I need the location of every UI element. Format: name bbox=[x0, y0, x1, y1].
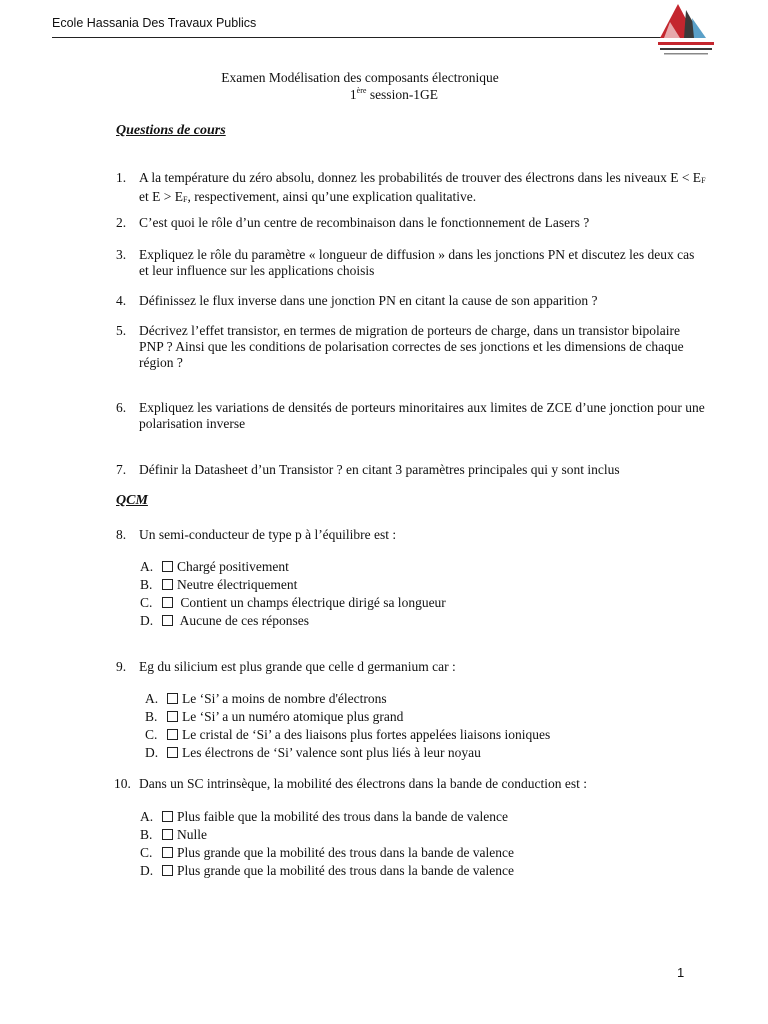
question-6 bbox=[116, 400, 706, 432]
option-text: Plus grande que la mobilité des trous dans la bande de valence bbox=[177, 845, 515, 860]
option-text: Nulle bbox=[177, 827, 207, 842]
option-text: Le ‘Si’ a un numéro atomique plus grand bbox=[182, 709, 404, 724]
school-logo-icon bbox=[656, 4, 716, 60]
question-number: 3. bbox=[116, 247, 127, 262]
qcm-8-option-b[interactable] bbox=[140, 576, 297, 594]
question-7 bbox=[116, 462, 706, 478]
qcm-10-option-b[interactable] bbox=[140, 826, 207, 844]
qcm-10-option-a[interactable] bbox=[140, 808, 508, 826]
question-text: Expliquez les variations de densités de porteurs minoritaires aux limites de ZCE d’une jonction pour une polarisation inverse bbox=[139, 400, 705, 431]
qcm-question-10 bbox=[116, 776, 706, 792]
qcm-question-9 bbox=[116, 659, 706, 675]
option-letter: D. bbox=[145, 745, 159, 760]
checkbox-icon[interactable] bbox=[162, 811, 173, 822]
checkbox-icon[interactable] bbox=[162, 561, 173, 572]
question-1 bbox=[116, 170, 706, 208]
question-number: 5. bbox=[116, 323, 127, 338]
checkbox-icon[interactable] bbox=[162, 579, 173, 590]
checkbox-icon[interactable] bbox=[167, 693, 178, 704]
question-text: Expliquez le rôle du paramètre « longueur de diffusion » dans les jonctions PN et discutez les deux cas et leur influence sur les applications choisis bbox=[139, 247, 695, 278]
option-text: Chargé positivement bbox=[177, 559, 289, 574]
checkbox-icon[interactable] bbox=[167, 729, 178, 740]
section-heading-cours: Questions de cours bbox=[116, 123, 226, 138]
question-text: Décrivez l’effet transistor, en termes de migration de porteurs de charge, dans un transistor bipolaire PNP ? Ainsi que les conditions de polarisation correctes de ses jonctions et les dimensions de chaque région ? bbox=[139, 323, 684, 370]
qcm-9-option-b[interactable] bbox=[145, 708, 403, 726]
option-letter: D. bbox=[140, 863, 154, 878]
question-number: 9. bbox=[116, 659, 127, 674]
question-3 bbox=[116, 247, 706, 279]
option-letter: C. bbox=[145, 727, 158, 742]
session-label: session-1GE bbox=[366, 87, 439, 102]
option-letter: B. bbox=[140, 577, 153, 592]
question-number: 6. bbox=[116, 400, 127, 415]
checkbox-icon[interactable] bbox=[167, 711, 178, 722]
option-letter: C. bbox=[140, 845, 153, 860]
page-number: 1 bbox=[677, 965, 685, 980]
option-letter: A. bbox=[140, 559, 154, 574]
session-ordinal: 1 bbox=[349, 87, 357, 102]
option-text: Contient un champs électrique dirigé sa longueur bbox=[177, 595, 446, 610]
question-number: 1. bbox=[116, 170, 127, 185]
checkbox-icon[interactable] bbox=[162, 847, 173, 858]
option-letter: C. bbox=[140, 595, 153, 610]
option-text: Plus grande que la mobilité des trous dans la bande de valence bbox=[177, 863, 515, 878]
question-number: 2. bbox=[116, 215, 127, 230]
qcm-question-8 bbox=[116, 527, 706, 543]
checkbox-icon[interactable] bbox=[162, 865, 173, 876]
qcm-10-option-d[interactable] bbox=[140, 862, 514, 880]
option-letter: A. bbox=[145, 691, 159, 706]
question-text: A la température du zéro absolu, donnez les probabilités de trouver des électrons dans les niveaux $E < E_F$ et $E > E_F$, respectivement, ainsi qu’une explication qualitative. bbox=[139, 170, 706, 204]
checkbox-icon[interactable] bbox=[167, 747, 178, 758]
question-text: Définir la Datasheet d’un Transistor ? en citant 3 paramètres principales qui y sont inclus bbox=[139, 462, 620, 477]
option-text: Neutre électriquement bbox=[177, 577, 298, 592]
option-text: Le ‘Si’ a moins de nombre d'électrons bbox=[182, 691, 387, 706]
question-number: 10. bbox=[114, 776, 131, 791]
question-text: Eg du silicium est plus grande que celle d germanium car : bbox=[139, 659, 456, 674]
checkbox-icon[interactable] bbox=[162, 597, 173, 608]
header-rule bbox=[52, 37, 700, 38]
question-text: C’est quoi le rôle d’un centre de recombinaison dans le fonctionnement de Lasers ? bbox=[139, 215, 590, 230]
school-name: Ecole Hassania Des Travaux Publics bbox=[52, 16, 257, 30]
checkbox-icon[interactable] bbox=[162, 829, 173, 840]
qcm-8-option-c[interactable] bbox=[140, 594, 446, 612]
option-text: Les électrons de ‘Si’ valence sont plus liés à leur noyau bbox=[182, 745, 481, 760]
qcm-8-option-a[interactable] bbox=[140, 558, 289, 576]
qcm-9-option-c[interactable] bbox=[145, 726, 550, 744]
checkbox-icon[interactable] bbox=[162, 615, 173, 626]
question-number: 4. bbox=[116, 293, 127, 308]
question-number: 8. bbox=[116, 527, 127, 542]
qcm-9-option-a[interactable] bbox=[145, 690, 387, 708]
qcm-9-option-d[interactable] bbox=[145, 744, 481, 762]
option-text: Aucune de ces réponses bbox=[177, 613, 309, 628]
question-5 bbox=[116, 323, 706, 371]
question-text: Dans un SC intrinsèque, la mobilité des électrons dans la bande de conduction est : bbox=[139, 776, 588, 791]
session-ordinal-sup: ère bbox=[356, 86, 367, 95]
question-text: Définissez le flux inverse dans une jonction PN en citant la cause de son apparition ? bbox=[139, 293, 598, 308]
exam-title: Examen Modélisation des composants électronique bbox=[221, 70, 499, 85]
option-text: Plus faible que la mobilité des trous dans la bande de valence bbox=[177, 809, 509, 824]
option-letter: B. bbox=[140, 827, 153, 842]
question-number: 7. bbox=[116, 462, 127, 477]
question-4 bbox=[116, 293, 706, 309]
option-letter: D. bbox=[140, 613, 154, 628]
qcm-8-option-d[interactable] bbox=[140, 612, 309, 630]
option-letter: B. bbox=[145, 709, 158, 724]
option-letter: A. bbox=[140, 809, 154, 824]
question-text: Un semi-conducteur de type p à l’équilibre est : bbox=[139, 527, 397, 542]
qcm-10-option-c[interactable] bbox=[140, 844, 514, 862]
exam-session bbox=[0, 86, 720, 103]
question-2 bbox=[116, 215, 706, 231]
section-heading-qcm: QCM bbox=[116, 493, 148, 508]
option-text: Le cristal de ‘Si’ a des liaisons plus fortes appelées liaisons ioniques bbox=[182, 727, 551, 742]
